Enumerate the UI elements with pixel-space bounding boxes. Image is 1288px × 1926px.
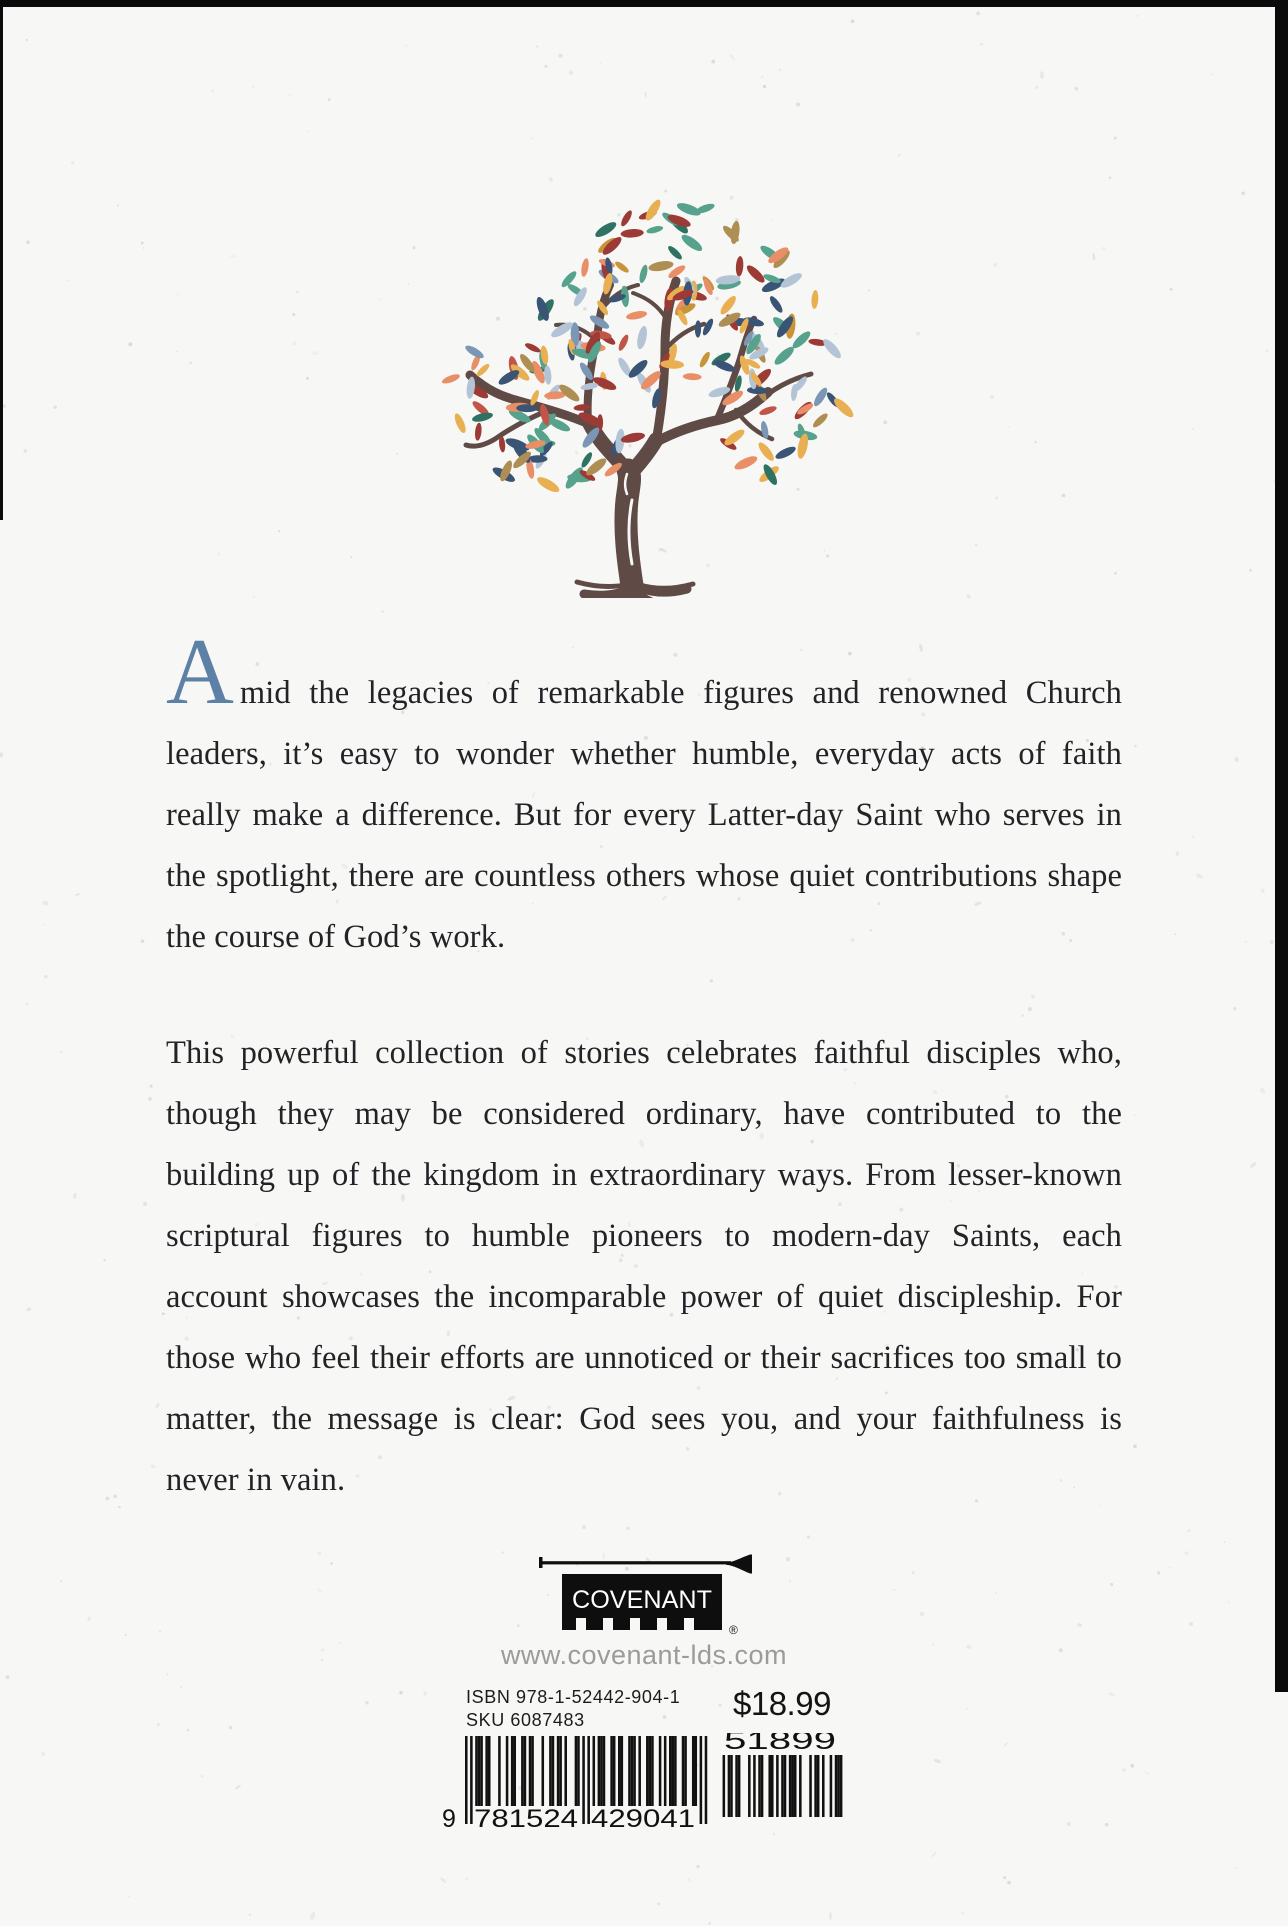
svg-text:51899: 51899 — [724, 1733, 836, 1755]
photo-edge-right — [1275, 0, 1288, 1692]
svg-text:9: 9 — [442, 1805, 456, 1833]
ean13-barcode — [440, 1733, 850, 1833]
raised-cap-letter: A — [166, 619, 235, 724]
tree-illustration — [437, 198, 857, 598]
registered-trademark-symbol: ® — [729, 1623, 738, 1637]
svg-text:429041: 429041 — [591, 1805, 695, 1833]
logo-wordmark: COVENANT — [572, 1586, 712, 1614]
publisher-website-url: www.covenant-lds.com — [500, 1640, 788, 1670]
synopsis-paragraph-2: This powerful collection of stories celebrates faithful disciples who, though they may be considered ordinary, have contributed to the building up of the kingdom in extraordinary ways. From lesser-known scriptural figures to humble pioneers to modern-day Saints, each account showcases the incomparable power of quiet discipleship. For those who feel their efforts are unnoticed or their sacrifices too small to matter, the message is clear: God sees you, and your faithfulness is never in vain. — [166, 1034, 1122, 1498]
synopsis-paragraph-1 — [166, 619, 1122, 968]
covenant-publisher-logo — [528, 1554, 762, 1638]
photo-edge-left — [0, 0, 3, 520]
photo-edge-top — [0, 0, 1288, 7]
paragraph-1-text: mid the legacies of remarkable figures and renowned Church leaders, it’s easy to wonder whether humble, everyday acts of faith really make a difference. But for every Latter-day Saint who serves in the spotlight, there are countless others whose quiet contributions shape the course of God’s work. — [166, 674, 1122, 955]
svg-text:781524: 781524 — [474, 1805, 579, 1833]
barcode-block — [440, 1733, 850, 1833]
isbn-sku-block — [466, 1686, 680, 1732]
sku-number: SKU 6087483 — [466, 1710, 585, 1730]
price-label: $18.99 — [733, 1685, 831, 1722]
isbn-number: ISBN 978-1-52442-904-1 — [466, 1687, 681, 1707]
covenant-trumpet-logo-icon — [528, 1554, 762, 1638]
colorful-leaves-tree-icon — [437, 198, 857, 598]
